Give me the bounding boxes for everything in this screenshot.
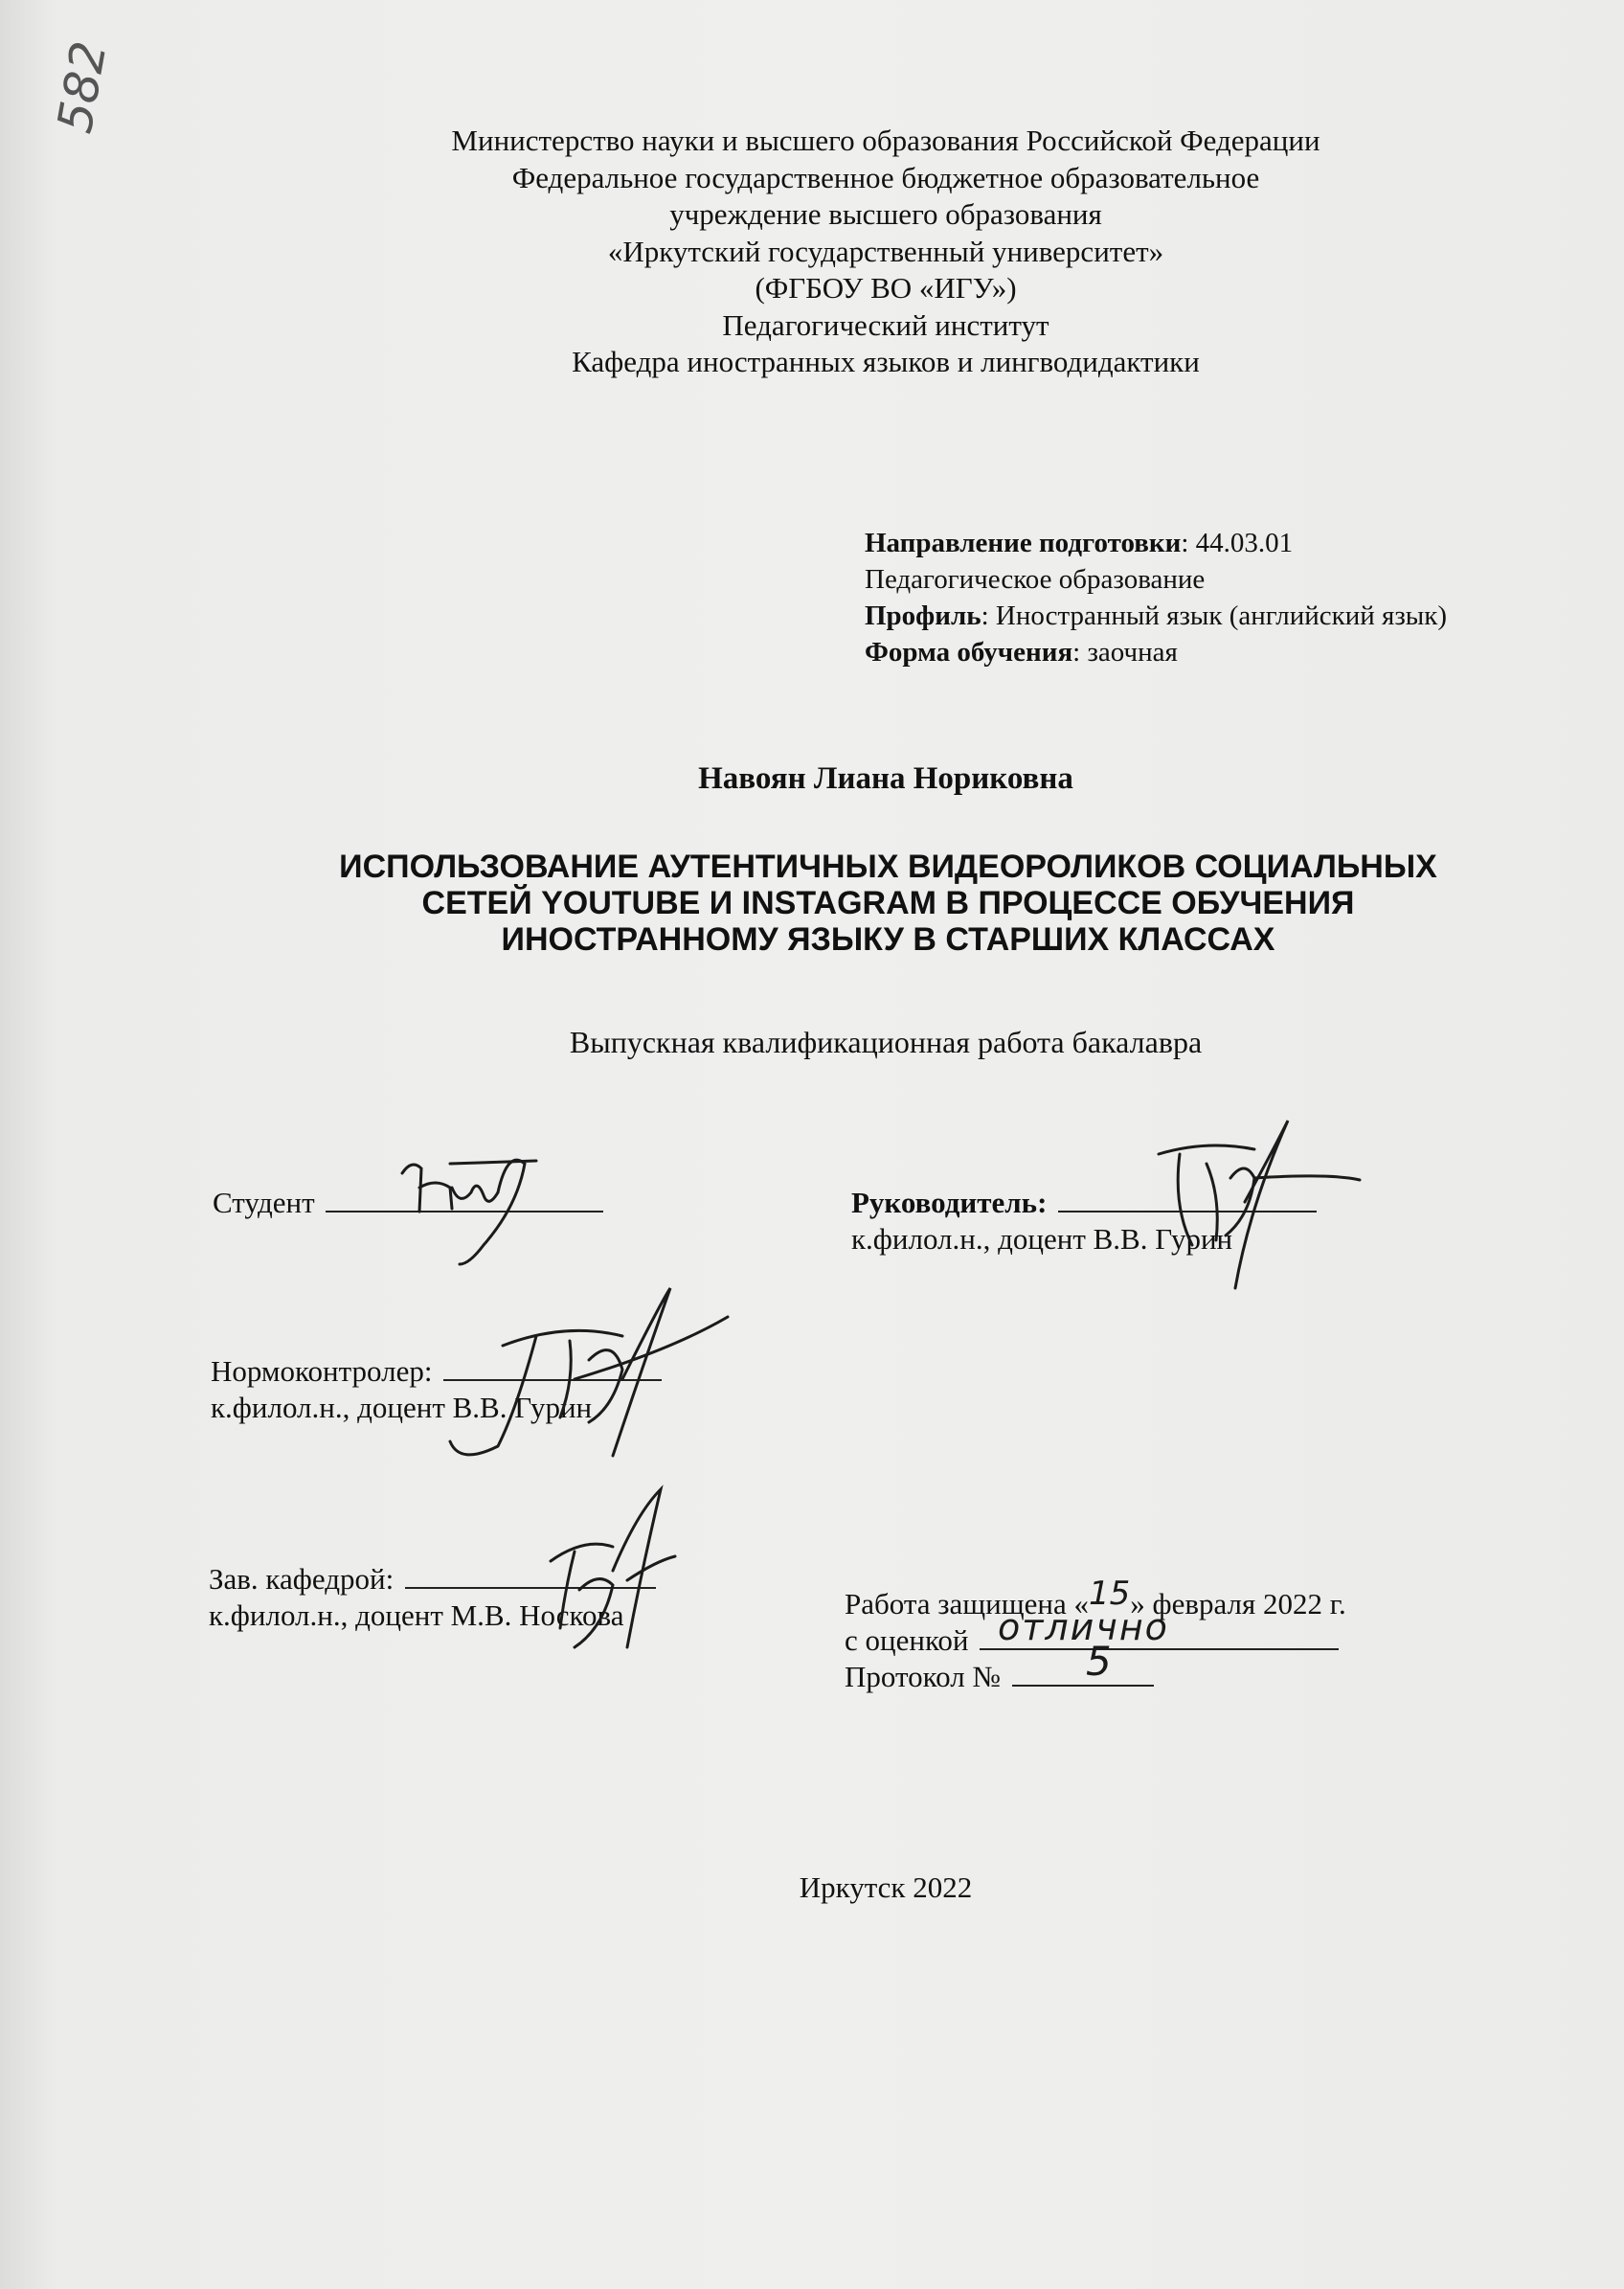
profile-value: : Иностранный язык (английский язык): [981, 601, 1448, 631]
title-line: ИСПОЛЬЗОВАНИЕ АУТЕНТИЧНЫХ ВИДЕОРОЛИКОВ СОЦИАЛЬНЫХ: [339, 849, 1437, 885]
defense-day: 15: [1089, 1575, 1131, 1613]
direction-label: Направление подготовки: [865, 528, 1182, 558]
supervisor-signature-line: [1058, 1210, 1317, 1212]
head-label: Зав. кафедрой:: [209, 1562, 395, 1596]
handwritten-page-number: 582: [46, 36, 118, 138]
head-signature-line: [405, 1586, 656, 1589]
student-label: Студент: [213, 1186, 315, 1219]
normcontrol-name: к.филол.н., доцент В.В. Гурин: [211, 1391, 593, 1424]
header-line: учреждение высшего образования: [669, 197, 1102, 231]
header-line: Педагогический институт: [722, 307, 1049, 342]
defense-prefix: Работа защищена «: [845, 1587, 1089, 1620]
institution-header: [0, 123, 1624, 381]
protocol-line: [1012, 1684, 1154, 1687]
thesis-title: [0, 849, 1624, 958]
program-info: [865, 525, 1447, 670]
protocol-value: 5: [1086, 1638, 1112, 1685]
grade-value: отлично: [998, 1606, 1169, 1648]
student-signature-line: [326, 1210, 603, 1212]
student-row: [213, 1185, 603, 1221]
header-line: Кафедра иностранных языков и лингводидактики: [572, 345, 1200, 378]
direction-name: Педагогическое образование: [865, 564, 1206, 595]
header-line: (ФГБОУ ВО «ИГУ»): [755, 271, 1017, 305]
author-name: Навоян Лиана Нориковна: [698, 761, 1073, 796]
city-year: Иркутск 2022: [799, 1870, 973, 1904]
header-line: Министерство науки и высшего образования Российской Федерации: [451, 124, 1320, 157]
normcontrol-label: Нормоконтролер:: [211, 1354, 433, 1388]
normcontrol-signature-line: [443, 1378, 662, 1381]
form-label: Форма обучения: [865, 637, 1073, 668]
header-line: Федеральное государственное бюджетное образовательное: [511, 160, 1260, 194]
work-type: Выпускная квалификационная работа бакалавра: [569, 1025, 1203, 1059]
normcontrol-block: [211, 1353, 662, 1426]
supervisor-block: [851, 1185, 1317, 1258]
head-block: [209, 1561, 656, 1634]
defense-suffix: » февраля 2022 г.: [1130, 1587, 1346, 1620]
grade-label: с оценкой: [845, 1623, 969, 1657]
direction-value: : 44.03.01: [1181, 528, 1294, 558]
supervisor-label: Руководитель:: [851, 1186, 1048, 1219]
protocol-label: Протокол №: [845, 1660, 1001, 1693]
title-line: ИНОСТРАННОМУ ЯЗЫКУ В СТАРШИХ КЛАССАХ: [501, 921, 1275, 958]
title-line: СЕТЕЙ YOUTUBE И INSTAGRAM В ПРОЦЕССЕ ОБУЧЕНИЯ: [421, 885, 1355, 921]
defense-block: [845, 1575, 1346, 1695]
form-value: : заочная: [1072, 637, 1178, 668]
head-name: к.филол.н., доцент М.В. Носкова: [209, 1598, 624, 1632]
header-line: «Иркутский государственный университет»: [607, 234, 1164, 268]
profile-label: Профиль: [865, 601, 981, 631]
supervisor-name: к.филол.н., доцент В.В. Гурин: [851, 1222, 1233, 1256]
